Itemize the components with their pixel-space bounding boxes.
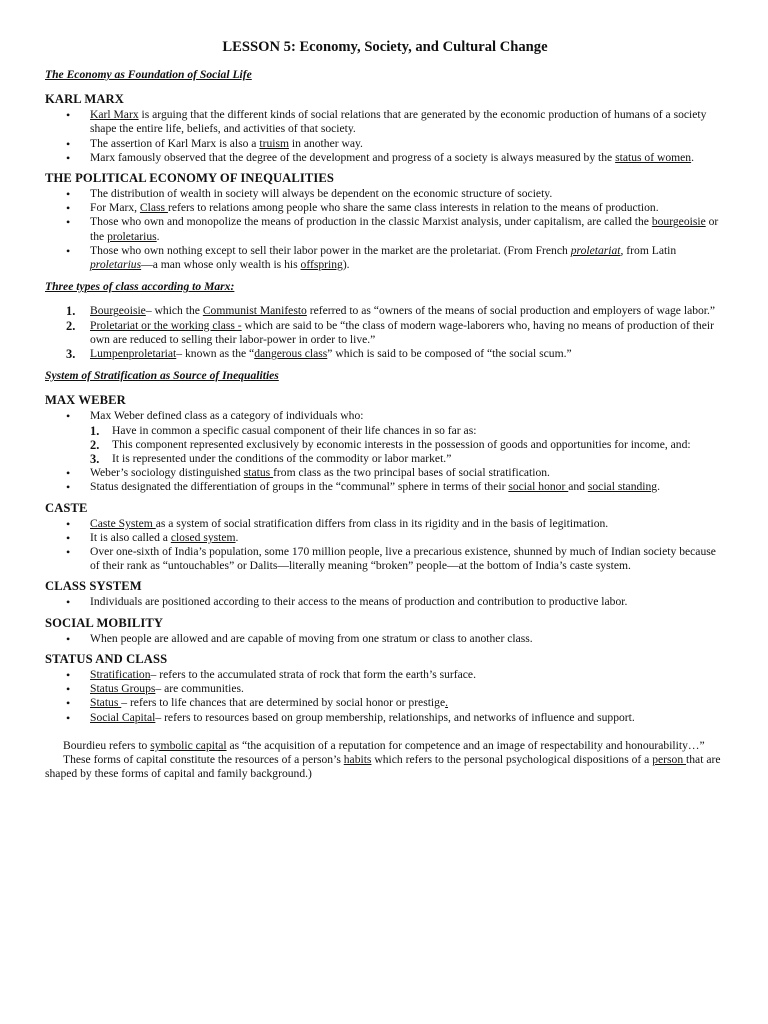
weber-bullet-list — [45, 409, 725, 494]
list-item: • Marx famously observed that the degree of the development and progress of a society is always measured by the status of women. — [45, 151, 725, 165]
document-page — [45, 38, 725, 781]
section-heading-economy: The Economy as Foundation of Social Life — [45, 68, 252, 81]
bourdieu-paragraph: Bourdieu refers to symbolic capital as “the acquisition of a reputation for competence and an image of respectability and honourability…” — [63, 738, 705, 752]
heading-political-economy: THE POLITICAL ECONOMY OF INEQUALITIES — [45, 171, 334, 186]
heading-social-mobility: SOCIAL MOBILITY — [45, 615, 164, 630]
status-bullet-list — [45, 668, 725, 725]
list-item: • When people are allowed and are capable of moving from one stratum or class to another class. — [45, 632, 725, 646]
list-item: • Those who own and monopolize the means of production in the classic Marxist analysis, under capitalism, are called the bourgeoisie or the proletarius. — [45, 215, 725, 243]
heading-karl-marx: KARL MARX — [45, 92, 124, 107]
inequalities-bullet-list — [45, 187, 725, 272]
sub-list-item: 2. This component represented exclusively by economic interests in the possession of goods and opportunities for income, and: — [90, 437, 691, 452]
list-item: • Max Weber defined class as a category of individuals who: 1. Have in common a specific casual component of their life chances in so far as: 2. This component represented exclusively by economic interests in the possession of goods and opportunities for income, and: 3. It is represented under the conditions of the commodity or labor market.” — [45, 409, 725, 466]
list-item: • Status Groups– are communities. — [45, 682, 725, 696]
list-item: • It is also called a closed system. — [45, 531, 725, 545]
lesson-title: LESSON 5: Economy, Society, and Cultural Change — [222, 39, 548, 55]
list-item: • Those who own nothing except to sell their labor power in the market are the proletariat. (From French proletariat, from Latin proletarius—a man whose only wealth is his offspring). — [45, 244, 725, 272]
list-item: • The assertion of Karl Marx is also a truism in another way. — [45, 137, 725, 151]
class-system-bullet-list — [45, 595, 725, 609]
section-heading-stratification: System of Stratification as Source of Inequalities — [45, 369, 279, 383]
heading-caste: CASTE — [45, 500, 88, 515]
list-item: 2. Proletariat or the working class - which are said to be “the class of modern wage-laborers who, having no means of production of their own are reduced to selling their labor-power in order to live.” — [66, 318, 714, 346]
section-heading-three-types: Three types of class according to Marx: — [45, 280, 235, 294]
sub-list-item: 3. It is represented under the conditions of the commodity or labor market.” — [90, 452, 452, 467]
class-types-list — [45, 304, 725, 361]
list-item: • Over one-sixth of India’s population, some 170 million people, live a precarious existence, shunned by much of Indian society because of their rank as “untouchables” or Dalits—literally meaning “broken” people—at the bottom of India’s caste system. — [45, 545, 725, 573]
mobility-bullet-list — [45, 632, 725, 646]
heading-class-system: CLASS SYSTEM — [45, 579, 142, 594]
list-item: • Social Capital– refers to resources based on group membership, relationships, and networks of influence and support. — [45, 711, 725, 725]
weber-sub-list — [90, 424, 725, 467]
marx-bullet-list — [45, 108, 725, 165]
capital-paragraph: These forms of capital constitute the resources of a person’s habits which refers to the personal psychological dispositions of a person that are shaped by these forms of capital and family background.) — [45, 752, 721, 781]
list-item: • Status designated the differentiation of groups in the “communal” sphere in terms of their social honor and social standing. — [45, 480, 725, 494]
list-item: 1. Bourgeoisie– which the Communist Manifesto referred to as “owners of the means of social production and employers of wage labor.” — [66, 304, 716, 319]
list-item: • Karl Marx is arguing that the different kinds of social relations that are generated by the economic production of humans of a society shape the entire life, beliefs, and activities of that society. — [45, 108, 725, 136]
list-item: • Status – refers to life chances that are determined by social honor or prestige. — [45, 696, 725, 710]
list-item: • Weber’s sociology distinguished status from class as the two principal bases of social stratification. — [45, 466, 725, 480]
list-item: • The distribution of wealth in society will always be dependent on the economic structure of society. — [45, 187, 725, 201]
list-item: • Caste System as a system of social stratification differs from class in its rigidity and in the basis of legitimation. — [45, 517, 725, 531]
caste-bullet-list — [45, 517, 725, 574]
list-item: • Stratification– refers to the accumulated strata of rock that form the earth’s surface. — [45, 668, 725, 682]
sub-list-item: 1. Have in common a specific casual component of their life chances in so far as: — [90, 423, 477, 438]
heading-max-weber: MAX WEBER — [45, 393, 126, 408]
list-item: • Individuals are positioned according to their access to the means of production and contribution to productive labor. — [45, 595, 725, 609]
list-item: • For Marx, Class refers to relations among people who share the same class interests in relation to the means of production. — [45, 201, 725, 215]
list-item: 3. Lumpenproletariat– known as the “dangerous class” which is said to be composed of “the social scum.” — [66, 347, 572, 362]
heading-status-and-class: STATUS AND CLASS — [45, 651, 168, 666]
